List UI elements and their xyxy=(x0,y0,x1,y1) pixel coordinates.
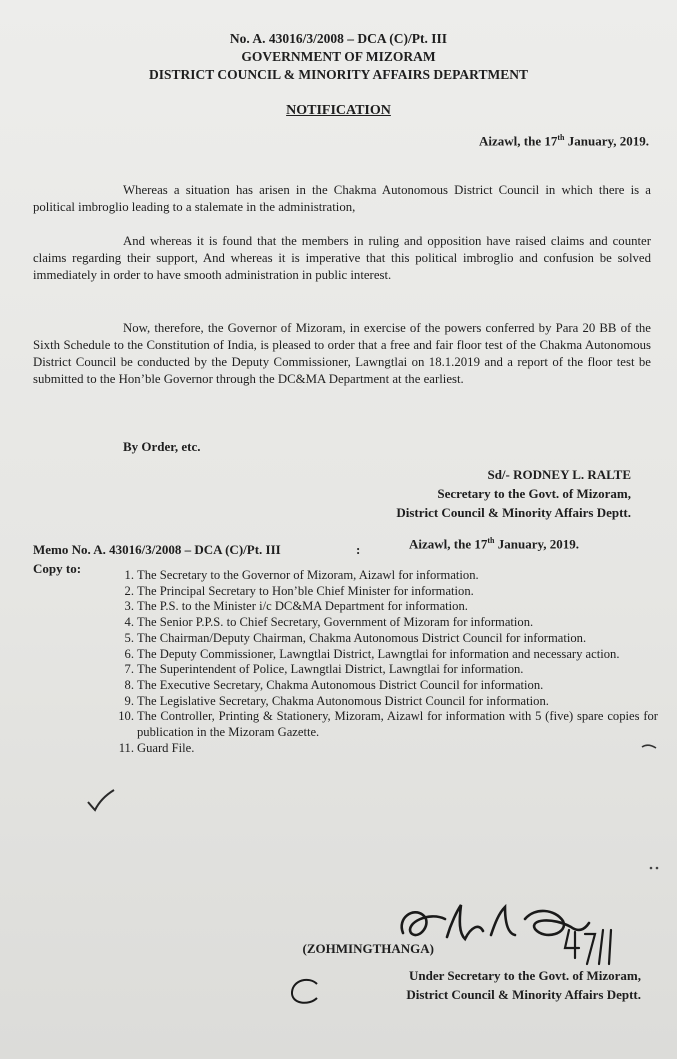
copy-item-number: 5. xyxy=(124,630,134,645)
notification-date: Aizawl, the 17th January, 2019. xyxy=(479,133,649,149)
copy-list-item xyxy=(110,631,658,647)
government-heading: GOVERNMENT OF MIZORAM xyxy=(241,49,436,64)
copy-list-item xyxy=(110,709,658,740)
paragraph-2: And whereas it is found that the members in ruling and opposition have raised claims and counter claims regarding their support, And whereas it is imperative that this political imbroglio and confusion be solved immediately in order to have smooth administration in public interest. xyxy=(33,234,651,282)
signatory-2-block xyxy=(406,966,641,1004)
copy-list-item xyxy=(110,662,658,678)
copy-item-number: 7. xyxy=(124,662,134,677)
copy-item-text: The Legislative Secretary, Chakma Autonomous District Council for information. xyxy=(137,693,549,708)
copy-item-number: 8. xyxy=(124,677,134,692)
copy-item-number: 2. xyxy=(124,583,134,598)
signatory-1-name: Sd/- RODNEY L. RALTE xyxy=(487,467,631,482)
copy-list-item xyxy=(110,599,658,615)
signatory-2-name: (ZOHMINGTHANGA) xyxy=(302,941,434,956)
copy-list-item xyxy=(110,678,658,694)
copy-item-number: 10. xyxy=(118,709,134,724)
copy-list-item xyxy=(110,568,658,584)
copy-to-label: Copy to: xyxy=(33,561,82,576)
copy-item-text: The Chairman/Deputy Chairman, Chakma Autonomous District Council for information. xyxy=(137,630,587,645)
signatory-1-designation: Secretary to the Govt. of Mizoram, xyxy=(437,486,631,501)
copy-item-number: 6. xyxy=(124,646,134,661)
copy-item-text: Guard File. xyxy=(137,740,195,755)
notification-title: NOTIFICATION xyxy=(286,103,391,118)
copy-list-item xyxy=(110,694,658,710)
tick-mark-icon xyxy=(86,788,116,812)
memo-date: Aizawl, the 17th January, 2019. xyxy=(409,536,579,552)
copy-list-item xyxy=(110,741,658,757)
copy-item-text: The Controller, Printing & Stationery, Mizoram, Aizawl for information with 5 (five) spare copies for publication in the Mizoram Gazette. xyxy=(137,709,658,740)
copy-item-number: 1. xyxy=(124,568,134,582)
signatory-1-block xyxy=(396,465,631,522)
paragraph-1: Whereas a situation has arisen in the Chakma Autonomous District Council in which there is a political imbroglio leading to a stalemate in the administration, xyxy=(33,183,651,214)
copy-item-text: The P.S. to the Minister i/c DC&MA Department for information. xyxy=(137,599,468,614)
copy-item-number: 3. xyxy=(124,599,134,614)
copy-list-item xyxy=(110,615,658,631)
copy-list-item xyxy=(110,584,658,600)
paragraph-3: Now, therefore, the Governor of Mizoram, in exercise of the powers conferred by Para 20 BB of the Sixth Schedule to the Constitution of India, is pleased to order that a free and fair floor test of the Chakma Autonomous District Council be conducted by the Deputy Commissioner, Lawngtlai on 18.1.2019 and a report of the floor test be submitted to the Hon’ble Governor through the DC&MA Department at the earliest. xyxy=(33,321,651,386)
copy-item-number: 4. xyxy=(124,615,134,630)
copy-list-item xyxy=(110,647,658,663)
memo-colon: : xyxy=(356,542,361,557)
copy-item-text: The Executive Secretary, Chakma Autonomous District Council for information. xyxy=(137,677,544,692)
handwritten-date xyxy=(563,924,623,970)
copy-item-text: The Deputy Commissioner, Lawngtlai District, Lawngtlai for information and necessary action. xyxy=(137,646,620,661)
by-order-text: By Order, etc. xyxy=(123,439,201,454)
copy-item-number: 9. xyxy=(124,693,134,708)
copy-item-text: The Senior P.P.S. to Chief Secretary, Government of Mizoram for information. xyxy=(137,615,534,630)
copy-item-text: The Superintendent of Police, Lawngtlai District, Lawngtlai for information. xyxy=(137,662,524,677)
copy-list xyxy=(110,568,658,756)
copy-item-number: 11. xyxy=(118,740,134,755)
stray-dots-icon xyxy=(648,864,664,872)
reference-number: No. A. 43016/3/2008 – DCA (C)/Pt. III xyxy=(229,31,448,46)
stray-mark-icon xyxy=(640,741,660,751)
signatory-1-department: District Council & Minority Affairs Deptt. xyxy=(396,505,631,520)
copy-item-text: The Principal Secretary to Hon’ble Chief Minister for information. xyxy=(137,583,474,598)
department-heading: DISTRICT COUNCIL & MINORITY AFFAIRS DEPARTMENT xyxy=(149,67,528,82)
memo-number: Memo No. A. 43016/3/2008 – DCA (C)/Pt. III xyxy=(33,542,281,557)
signatory-2-department: District Council & Minority Affairs Deptt. xyxy=(406,987,641,1002)
copy-item-text: The Secretary to the Governor of Mizoram, Aizawl for information. xyxy=(137,568,479,582)
hand-circle-mark xyxy=(287,976,325,1008)
signatory-2-designation: Under Secretary to the Govt. of Mizoram, xyxy=(408,968,641,983)
